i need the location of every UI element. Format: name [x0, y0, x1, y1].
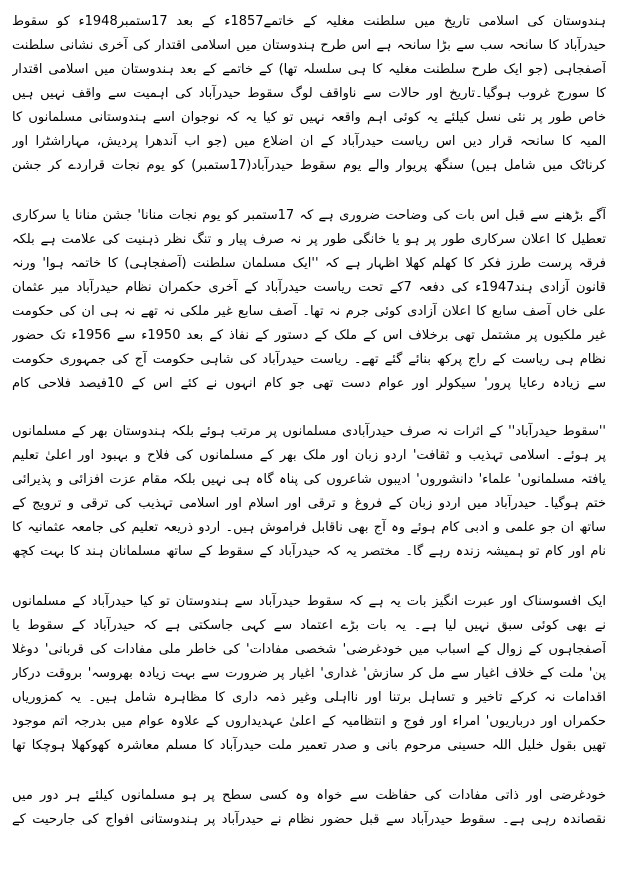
paragraph-lessons-and-causes: ایک افسوسناک اور عبرت انگیز بات یہ ہے کہ سقوط حیدرآباد سے ہندوستان تو کیا حیدرآباد کے مسلمانوں نے بھی کوئی سبق نہیں لیا ہے۔ یہ بات بڑے اعتماد سے کہی جاسکتی ہے کہ حیدرآباد کے سقوط یا آصفجاہوں کے زوال کے اسباب میں خودغرضی' شخصی مفادات' کی خاطر ملی مفادات کی قربانی' دوغلا پن' ملت کے خلاف اغیار سے مل کر سازش' غداری' اغیار پر ضرورت سے بہت زیادہ بھروسہ' بروقت درکار اقدامات نہ کرکے تاخیر و تساہل برتنا اور نااہلی وغیر ذمہ داری کا مظاہرہ شامل ہیں۔ یہ کمزوریاں حکمراں اور درباریوں' امراء اور فوج و انتظامیہ کے اعلیٰ عہدیداروں کے علاوہ عوام میں بدرجہ اتم موجود تھیں بقول خلیل اللہ حسینی مرحوم بانی و صدر تعمیر ملت حیدرآباد کا مسلم معاشرہ کھوکھلا ہوچکا تھا — [12, 594, 606, 753]
paragraph-effects-of-fall: ''سقوط حیدرآباد'' کے اثرات نہ صرف حیدرآبادی مسلمانوں پر مرتب ہوئے بلکہ ہندوستان بھر کے مسلمانوں پر ہوئے۔ اسلامی تہذیب و ثقافت' اردو زبان اور ملک بھر کے مسلمانوں کی فلاح و بہبود اور اعلیٰ تعلیم یافتہ مسلمانوں' علماء' دانشوروں' ادیبوں شاعروں کی پناہ گاہ ہی نہیں بلکہ مقام عزت افزائی و پذیرائی ختم ہوگیا۔ حیدرآباد میں اردو زبان کے فروغ و ترقی اور اسلام اور اسلامی تہذیب کی ترقی و ترویج کے ساتھ ان جو علمی و ادبی کام ہوئے وہ آج بھی ناقابل فراموش ہیں۔ اردو ذریعہ تعلیم کی جامعہ عثمانیہ کا نام اور کام تو ہمیشہ زندہ رہے گا۔ مختصر یہ کہ حیدرآباد کے سقوط کے ساتھ مسلمانان ہند کا بہت کچھ — [12, 424, 606, 559]
paragraph-fall-of-hyderabad-intro: ہندوستان کی اسلامی تاریخ میں سلطنت مغلیہ کے خاتمے1857ء کے بعد 17ستمبر1948ء کو سقوط حیدرآباد کا سانحہ سب سے بڑا سانحہ ہے اس طرح ہندوستان میں اسلامی اقتدار کی آخری نشانی سلطنت آصفجاہی (جو ایک طرح سلطنت مغلیہ کا ہی سلسلہ تھا) کے خاتمے کے بعد ہندوستان میں اسلامی اقتدار کا سورج غروب ہوگیا۔تاریخ اور حالات سے ناواقف لوگ سقوط حیدرآباد کی اہمیت سے واقف نہیں ہیں خاص طور پر نئی نسل کیلئے یہ کوئی اہم واقعہ نہیں تو کیا یہ کہ نوجوان اسے ہندوستانی مسلمانوں کا المیہ کا سانحہ قرار دیں اس ریاست حیدرآباد کے ان اضلاع میں (جو اب آندھرا پردیش، مہاراشٹرا اور کرناٹک میں شامل ہیں) سنگھ پریوار والے یوم سقوط حیدرآباد(17ستمبر) کو یوم نجات قراردے کر جشن — [12, 14, 606, 173]
paragraph-self-interest: خودغرضی اور ذاتی مفادات کی حفاظت سے خواہ وہ کسی سطح پر ہو مسلمانوں کیلئے ہر دور میں نقصاندہ رہی ہے۔ سقوط حیدرآباد سے قبل حضور نظام نے حیدرآباد پر ہندوستانی افواج کی جارحیت کے — [12, 788, 606, 827]
paragraph-celebration-clarification: آگے بڑھنے سے قبل اس بات کی وضاحت ضروری ہے کہ 17ستمبر کو یوم نجات منانا' جشن منانا یا سرکاری تعطیل کا اعلان سرکاری طور پر ہو یا خانگی طور پر نہ صرف پیار و تنگ نظر ذہنیت کی علامت ہے بلکہ فرقہ پرست طرز فکر کا کھلم کھلا اظہار ہے کہ ''ایک مسلمان سلطنت (آصفجاہی) کا خاتمہ ہوا' ورنہ قانون آزادی ہند1947ء کی دفعہ 7کے تحت ریاست حیدرآباد کے آخری حکمران نظام حیدرآباد میر عثمان علی خاں آصف سابع کا اعلان آزادی کوئی جرم نہ تھا۔ آصف سابع غیر ملکی نہ تھے نہ ہی ان کی حکومت غیر ملکیوں پر مشتمل تھی برخلاف اس کے ملک کے دستور کے نفاذ کے بعد 1950ء سے 1956ء تک حضور نظام ہی ریاست کے راج پرکھ بنائے گئے تھے۔ ریاست حیدرآباد کی شاہی حکومت آج کی جمہوری حکومت سے زیادہ رعایا پرور' سیکولر اور عوام دست تھی جو کام انہوں نے کئے اس کے 10فیصد فلاحی کام — [12, 208, 606, 391]
